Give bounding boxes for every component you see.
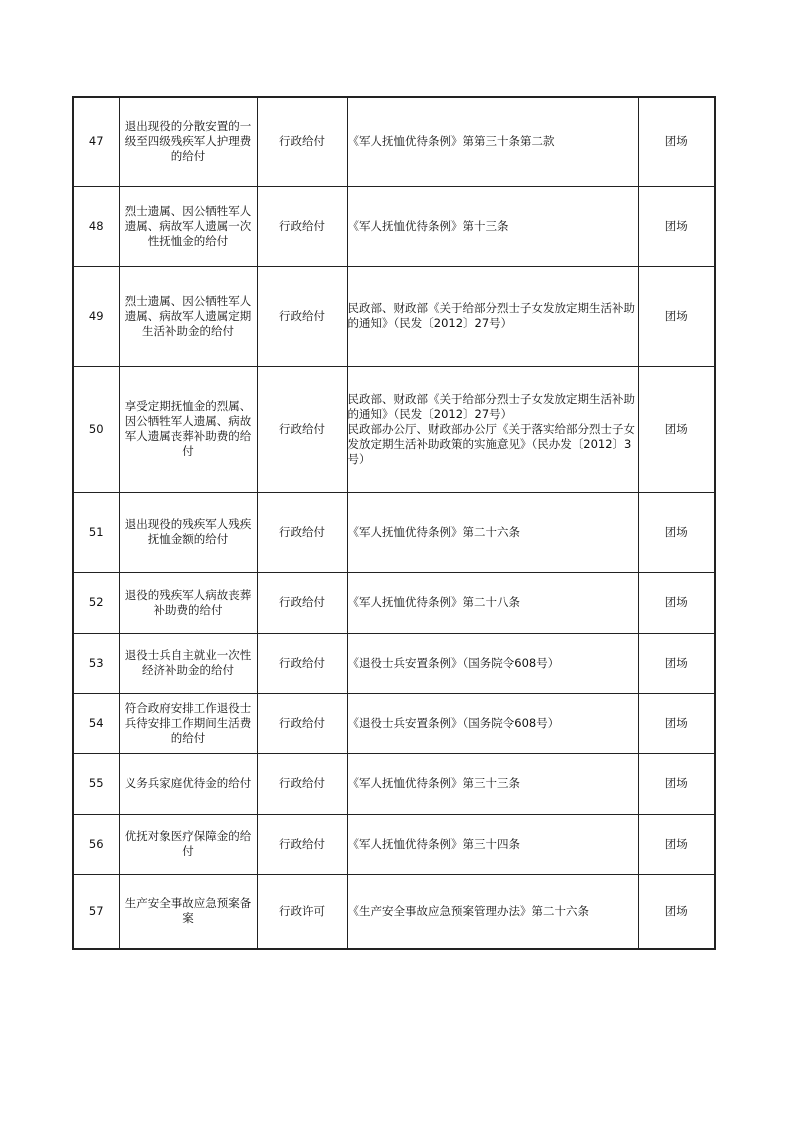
row-number: 49 (73, 266, 119, 366)
item-name: 退出现役的分散安置的一级至四级残疾军人护理费的给付 (119, 97, 257, 186)
implementing-unit: 团场 (638, 186, 715, 266)
row-number: 50 (73, 366, 119, 492)
item-name: 享受定期抚恤金的烈属、因公牺牲军人遗属、病故军人遗属丧葬补助费的给付 (119, 366, 257, 492)
legal-basis: 《军人抚恤优待条例》第十三条 (347, 186, 638, 266)
legal-basis: 《军人抚恤优待条例》第第三十条第二款 (347, 97, 638, 186)
row-number: 53 (73, 633, 119, 693)
table-row (73, 814, 715, 874)
row-number: 51 (73, 492, 119, 572)
table-row (73, 186, 715, 266)
legal-basis: 《退役士兵安置条例》（国务院令608号） (347, 633, 638, 693)
item-type: 行政给付 (257, 492, 347, 572)
legal-basis: 《军人抚恤优待条例》第三十四条 (347, 814, 638, 874)
item-type: 行政给付 (257, 633, 347, 693)
implementing-unit: 团场 (638, 633, 715, 693)
row-number: 54 (73, 693, 119, 753)
implementing-unit: 团场 (638, 266, 715, 366)
table-row (73, 874, 715, 949)
row-number: 48 (73, 186, 119, 266)
table-row (73, 266, 715, 366)
implementing-unit: 团场 (638, 814, 715, 874)
row-number: 52 (73, 572, 119, 633)
legal-basis: 《生产安全事故应急预案管理办法》第二十六条 (347, 874, 638, 949)
implementing-unit: 团场 (638, 97, 715, 186)
table-row (73, 572, 715, 633)
legal-basis: 《军人抚恤优待条例》第二十八条 (347, 572, 638, 633)
implementing-unit: 团场 (638, 366, 715, 492)
item-name: 符合政府安排工作退役士兵待安排工作期间生活费的给付 (119, 693, 257, 753)
item-type: 行政给付 (257, 186, 347, 266)
items-table-body (73, 97, 715, 949)
implementing-unit: 团场 (638, 874, 715, 949)
table-row (73, 693, 715, 753)
legal-basis: 《军人抚恤优待条例》第二十六条 (347, 492, 638, 572)
item-type: 行政给付 (257, 366, 347, 492)
table-row (73, 753, 715, 814)
item-type: 行政给付 (257, 97, 347, 186)
implementing-unit: 团场 (638, 572, 715, 633)
row-number: 57 (73, 874, 119, 949)
items-table (72, 96, 716, 950)
item-name: 退出现役的残疾军人残疾抚恤金额的给付 (119, 492, 257, 572)
item-name: 退役的残疾军人病故丧葬补助费的给付 (119, 572, 257, 633)
item-type: 行政许可 (257, 874, 347, 949)
item-type: 行政给付 (257, 814, 347, 874)
legal-basis: 《退役士兵安置条例》（国务院令608号） (347, 693, 638, 753)
row-number: 47 (73, 97, 119, 186)
item-type: 行政给付 (257, 753, 347, 814)
implementing-unit: 团场 (638, 492, 715, 572)
implementing-unit: 团场 (638, 693, 715, 753)
table-row (73, 97, 715, 186)
legal-basis: 《军人抚恤优待条例》第三十三条 (347, 753, 638, 814)
item-type: 行政给付 (257, 572, 347, 633)
item-name: 生产安全事故应急预案备案 (119, 874, 257, 949)
item-name: 烈士遗属、因公牺牲军人遗属、病故军人遗属定期生活补助金的给付 (119, 266, 257, 366)
table-row (73, 366, 715, 492)
item-name: 优抚对象医疗保障金的给付 (119, 814, 257, 874)
item-name: 退役士兵自主就业一次性经济补助金的给付 (119, 633, 257, 693)
row-number: 55 (73, 753, 119, 814)
item-name: 烈士遗属、因公牺牲军人遗属、病故军人遗属一次性抚恤金的给付 (119, 186, 257, 266)
item-type: 行政给付 (257, 693, 347, 753)
table-row (73, 492, 715, 572)
item-type: 行政给付 (257, 266, 347, 366)
legal-basis: 民政部、财政部《关于给部分烈士子女发放定期生活补助的通知》（民发〔2012〕27号） 民政部办公厅、财政部办公厅《关于落实给部分烈士子女发放定期生活补助政策的实施意见》（民办发〔2012〕3号） (347, 366, 638, 492)
legal-basis: 民政部、财政部《关于给部分烈士子女发放定期生活补助的通知》（民发〔2012〕27号） (347, 266, 638, 366)
row-number: 56 (73, 814, 119, 874)
implementing-unit: 团场 (638, 753, 715, 814)
item-name: 义务兵家庭优待金的给付 (119, 753, 257, 814)
table-row (73, 633, 715, 693)
